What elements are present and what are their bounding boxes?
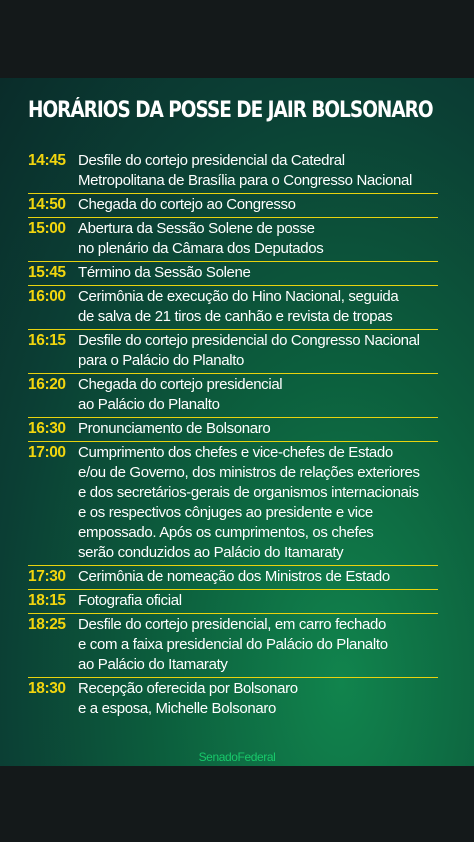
schedule-description — [78, 151, 438, 191]
schedule-description-line: Chegada do cortejo ao Congresso — [78, 196, 296, 213]
senado-federal-logo: SenadoFederal — [198, 750, 276, 764]
schedule-description-line: Desfile do cortejo presidencial da Catedral — [78, 152, 345, 169]
schedule-list — [28, 150, 438, 721]
schedule-time: 16:00 — [28, 288, 66, 305]
schedule-time: 18:30 — [28, 680, 66, 697]
schedule-row — [28, 286, 438, 330]
schedule-description-line: Abertura da Sessão Solene de posse — [78, 220, 315, 237]
schedule-description-line: serão conduzidos ao Palácio do Itamaraty — [78, 544, 344, 561]
schedule-row — [28, 194, 438, 218]
schedule-time: 16:15 — [28, 332, 66, 349]
schedule-time: 15:45 — [28, 264, 66, 281]
top-letterbox — [0, 0, 474, 78]
schedule-description-line: de salva de 21 tiros de canhão e revista de tropas — [78, 308, 393, 325]
schedule-row — [28, 590, 438, 614]
schedule-time: 16:30 — [28, 420, 66, 437]
schedule-description-line: Cumprimento dos chefes e vice-chefes de Estado — [78, 444, 393, 461]
schedule-description-line: Metropolitana de Brasília para o Congresso Nacional — [78, 172, 413, 189]
schedule-description — [78, 443, 438, 563]
schedule-row — [28, 150, 438, 194]
schedule-description — [78, 195, 438, 215]
schedule-description-line: Recepção oferecida por Bolsonaro — [78, 680, 298, 697]
schedule-row — [28, 262, 438, 286]
schedule-description-line: para o Palácio do Planalto — [78, 352, 245, 369]
schedule-description-line: ao Palácio do Planalto — [78, 396, 220, 413]
schedule-description-line: e/ou de Governo, dos ministros de relações exteriores — [78, 464, 420, 481]
schedule-description-line: Chegada do cortejo presidencial — [78, 376, 283, 393]
schedule-description — [78, 287, 438, 327]
schedule-description — [78, 591, 438, 611]
schedule-row — [28, 678, 438, 721]
schedule-time: 18:25 — [28, 616, 66, 633]
schedule-row — [28, 566, 438, 590]
schedule-description-line: e dos secretários-gerais de organismos internacionais — [78, 484, 419, 501]
schedule-description-line: empossado. Após os cumprimentos, os chefes — [78, 524, 374, 541]
bottom-letterbox — [0, 766, 474, 842]
poster-title: HORÁRIOS DA POSSE DE JAIR BOLSONARO — [28, 98, 433, 123]
schedule-description — [78, 615, 438, 675]
schedule-row — [28, 418, 438, 442]
schedule-time: 14:45 — [28, 152, 66, 169]
schedule-description-line: ao Palácio do Itamaraty — [78, 656, 228, 673]
schedule-description-line: e a esposa, Michelle Bolsonaro — [78, 700, 276, 717]
schedule-description-line: Desfile do cortejo presidencial do Congresso Nacional — [78, 332, 420, 349]
schedule-description — [78, 567, 438, 587]
schedule-description-line: Cerimônia de execução do Hino Nacional, seguida — [78, 288, 399, 305]
schedule-description-line: Término da Sessão Solene — [78, 264, 251, 281]
schedule-description — [78, 263, 438, 283]
schedule-row — [28, 442, 438, 566]
schedule-time: 15:00 — [28, 220, 66, 237]
schedule-row — [28, 374, 438, 418]
schedule-description — [78, 219, 438, 259]
schedule-time: 18:15 — [28, 592, 66, 609]
schedule-description-line: Desfile do cortejo presidencial, em carro fechado — [78, 616, 387, 633]
schedule-description-line: e com a faixa presidencial do Palácio do Planalto — [78, 636, 388, 653]
schedule-description — [78, 679, 438, 719]
schedule-description-line: Fotografia oficial — [78, 592, 182, 609]
schedule-description-line: no plenário da Câmara dos Deputados — [78, 240, 324, 257]
schedule-description — [78, 375, 438, 415]
schedule-description-line: Cerimônia de nomeação dos Ministros de Estado — [78, 568, 390, 585]
schedule-time: 17:00 — [28, 444, 66, 461]
schedule-description-line: Pronunciamento de Bolsonaro — [78, 420, 271, 437]
schedule-time: 16:20 — [28, 376, 66, 393]
schedule-row — [28, 614, 438, 678]
schedule-time: 14:50 — [28, 196, 66, 213]
schedule-poster — [0, 78, 474, 766]
schedule-description — [78, 419, 438, 439]
schedule-time: 17:30 — [28, 568, 66, 585]
schedule-row — [28, 218, 438, 262]
schedule-description-line: e os respectivos cônjuges ao presidente e vice — [78, 504, 373, 521]
schedule-row — [28, 330, 438, 374]
schedule-description — [78, 331, 438, 371]
